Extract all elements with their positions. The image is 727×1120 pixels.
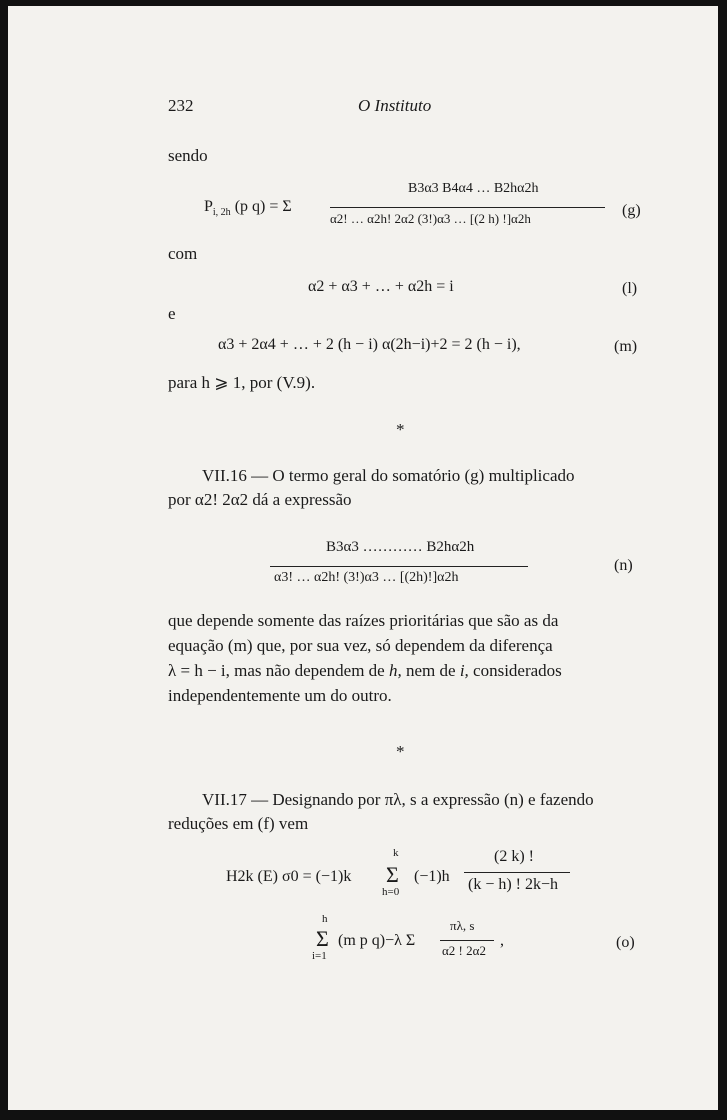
eq-m-tag: (m) (614, 338, 638, 355)
line-com: com (168, 244, 198, 263)
eq-o-fraction-bar (464, 872, 570, 873)
section-17-line2: reduções em (f) vem (168, 814, 309, 833)
eq-o-sum1-bottom: h=0 (382, 886, 400, 898)
para-16-line2: equação (m) que, por sua vez, só dependem da diferença (168, 636, 553, 655)
eq-o-fraction2-bar (440, 940, 494, 941)
eq-g-denominator: α2! … α2h! 2α2 (3!)α3 … [(2 h) !]α2h (330, 211, 531, 226)
para-16-line3-h: h, (388, 661, 402, 680)
para-16-line3-i: i, (459, 661, 469, 680)
eq-n-fraction-bar (270, 566, 528, 567)
eq-g-fraction-bar (330, 207, 605, 208)
line-e: e (168, 304, 176, 323)
eq-l: α2 + α3 + … + α2h = i (308, 278, 454, 295)
line-para: para h ⩾ 1, por (V.9). (168, 373, 316, 392)
eq-o-frac2-num: πλ, s (450, 918, 475, 933)
eq-o-sum2-sigma: Σ (316, 926, 329, 951)
line-sendo: sendo (168, 146, 208, 165)
eq-o-mid: (−1)h (414, 868, 450, 885)
book-page (8, 6, 718, 1110)
eq-g-lhs-rest: (p q) = Σ (234, 198, 292, 215)
eq-o-comma: , (500, 932, 504, 949)
running-title: O Instituto (358, 96, 432, 115)
eq-g-numerator: B3α3 B4α4 … B2hα2h (408, 181, 539, 196)
eq-o-lhs: H2k (E) σ0 = (−1)k (226, 868, 352, 885)
eq-o-frac2-den: α2 ! 2α2 (442, 943, 486, 958)
para-16-line3-a: λ = h − i, mas não dependem de (168, 661, 385, 680)
section-16-line1: VII.16 — O termo geral do somatório (g) multiplicado (202, 466, 575, 485)
eq-n-tag: (n) (614, 557, 633, 574)
eq-o-frac-den: (k − h) ! 2k−h (468, 876, 559, 893)
section-17-line1: VII.17 — Designando por πλ, s a expressão (n) e fazendo (202, 790, 594, 809)
eq-n-denominator: α3! … α2h! (3!)α3 … [(2h)!]α2h (274, 570, 459, 585)
eq-o-sum2-bottom: i=1 (312, 950, 327, 962)
para-16-line3-b: nem de (405, 661, 456, 680)
eq-g-lhs-sub: i, 2h (212, 207, 231, 218)
eq-o-sum1-top: k (393, 847, 399, 859)
eq-o-sum1-sigma: Σ (386, 862, 399, 887)
para-16-line4: independentemente um do outro. (168, 686, 392, 705)
page-number: 232 (168, 96, 194, 115)
eq-n-numerator: B3α3 ………… B2hα2h (326, 539, 475, 555)
eq-m: α3 + 2α4 + … + 2 (h − i) α(2h−i)+2 = 2 (h − i), (218, 336, 521, 353)
eq-l-tag: (l) (622, 280, 638, 297)
para-16-line1: que depende somente das raízes prioritárias que são as da (168, 611, 559, 630)
separator-1: * (396, 420, 405, 439)
eq-o-line2-mid: (m p q)−λ Σ (338, 932, 416, 949)
eq-g-tag: (g) (622, 202, 641, 219)
eq-g-lhs: P (204, 198, 213, 215)
section-16-line2: por α2! 2α2 dá a expressão (168, 490, 352, 509)
separator-2: * (396, 742, 405, 761)
eq-o-tag: (o) (616, 934, 635, 951)
eq-o-frac-num: (2 k) ! (494, 848, 534, 865)
para-16-line3-c: considerados (473, 661, 562, 680)
para-16-line3 (168, 661, 562, 681)
eq-o-sum2-top: h (322, 913, 328, 925)
